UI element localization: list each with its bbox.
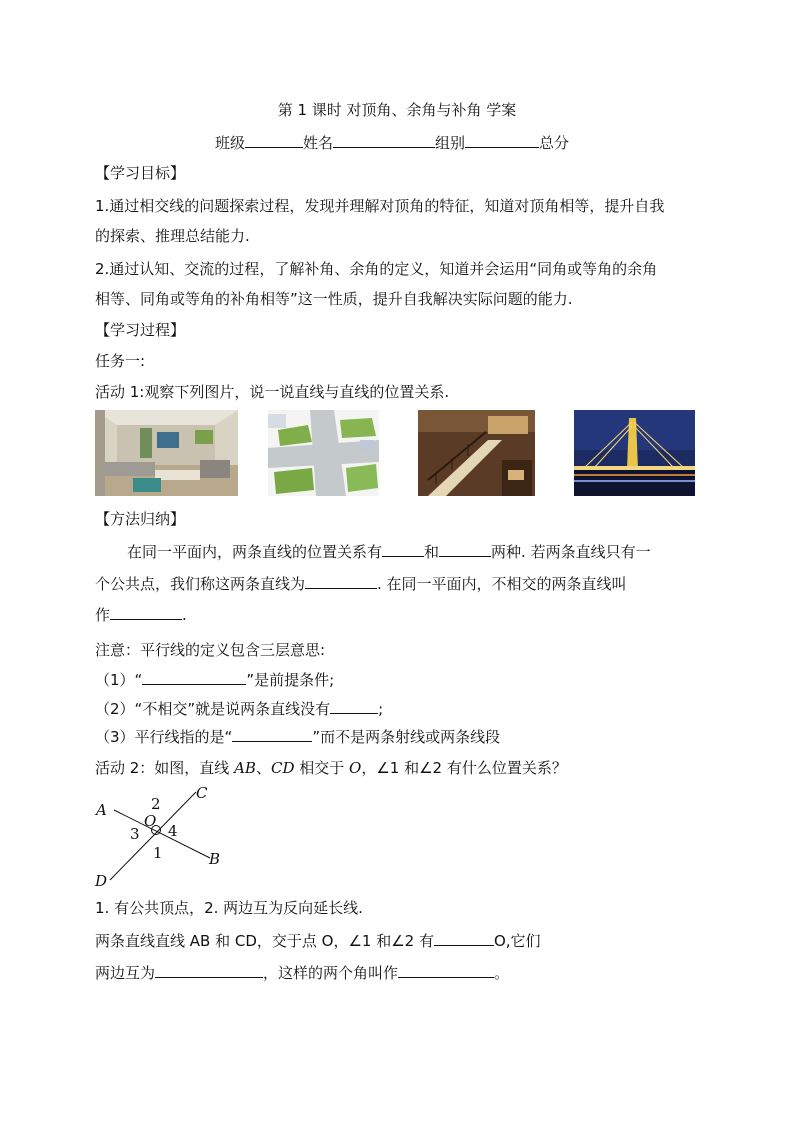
info-line: [215, 132, 569, 153]
process-heading: 【学习过程】: [95, 321, 186, 339]
answer-text: 两边互为: [95, 964, 156, 982]
answer-text: ，这样的两个角叫作: [263, 964, 399, 982]
line-ab-label: AB: [234, 759, 256, 777]
angle-4-label: 4: [168, 822, 178, 840]
group-blank[interactable]: [465, 132, 539, 148]
name-label: 姓名: [303, 134, 334, 152]
answer-line-2: [95, 930, 541, 951]
note-1: [95, 669, 334, 690]
activity-2-text: [95, 758, 567, 778]
activity2-text: 活动 2：如图，直线: [95, 759, 235, 777]
activity2-text: ，∠1 和∠2 有什么位置关系？: [361, 759, 567, 777]
blank-note-1[interactable]: [142, 669, 246, 685]
blank-parallel[interactable]: [110, 604, 182, 620]
angle-2-label: 2: [151, 795, 161, 813]
group-label: 组别: [435, 134, 466, 152]
goal-1-line-2: 的探索、推理总结能力.: [95, 227, 250, 245]
note-2: [95, 698, 383, 719]
point-o-label: O: [349, 759, 362, 777]
note-3: [95, 726, 500, 747]
page-title: 第 1 课时 对顶角、余角与补角 学案: [277, 101, 517, 119]
blank-note-3[interactable]: [232, 726, 312, 742]
method-text: . 在同一平面内，不相交的两条直线叫: [377, 575, 627, 593]
activity-1-text: 活动 1:观察下列图片，说一说直线与直线的位置关系.: [95, 383, 450, 401]
bridge-photo: [574, 410, 695, 496]
method-text: 和: [424, 543, 440, 561]
note-text: ”而不是两条射线或两条线段: [312, 728, 501, 746]
goal-2-line-1: 2.通过认知、交流的过程，了解补角、余角的定义，知道并会运用“同角或等角的余角: [95, 260, 658, 278]
blank-vertical-angles[interactable]: [398, 962, 494, 978]
label-o: O: [144, 812, 157, 830]
blank-relationship[interactable]: [434, 930, 494, 946]
note-text: （3）平行线指的是“: [95, 728, 233, 746]
activity2-text: 、: [255, 759, 271, 777]
task-1-label: 任务一:: [95, 352, 146, 370]
answer-line-3: [95, 962, 509, 983]
blank-intersecting[interactable]: [305, 573, 377, 589]
blank-relation-2[interactable]: [439, 541, 491, 557]
intersection-photo: [268, 410, 379, 496]
blank-reverse-extension[interactable]: [155, 962, 263, 978]
goals-heading: 【学习目标】: [95, 164, 186, 182]
line-cd-label: CD: [270, 759, 295, 777]
blank-relation-1[interactable]: [382, 541, 424, 557]
method-para-3: [95, 604, 187, 625]
goal-1-line-1: 1.通过相交线的问题探索过程，发现并理解对顶角的特征，知道对顶角相等，提升自我: [95, 197, 665, 215]
answer-line-1: 1. 有公共顶点，2. 两边互为反向延长线.: [95, 899, 363, 917]
method-text: .: [182, 606, 187, 624]
living-room-photo: [95, 410, 238, 496]
label-d: D: [95, 872, 108, 890]
activity2-text: 相交于: [294, 759, 350, 777]
staircase-photo: [418, 410, 535, 496]
angle-3-label: 3: [130, 825, 140, 843]
note-text: （1）“: [95, 671, 143, 689]
angle-1-label: 1: [153, 844, 163, 862]
name-blank[interactable]: [333, 132, 435, 148]
method-text: 两种. 若两条直线只有一: [491, 543, 651, 561]
note-heading: 注意：平行线的定义包含三层意思:: [95, 641, 326, 659]
label-b: B: [209, 850, 221, 868]
note-text: ;: [378, 700, 384, 718]
answer-text: 。: [494, 964, 510, 982]
method-text: 作: [95, 606, 111, 624]
answer-text: 两条直线直线 AB 和 CD，交于点 O，∠1 和∠2 有: [95, 932, 434, 950]
method-para-2: [95, 573, 627, 594]
class-blank[interactable]: [245, 132, 303, 148]
label-a: A: [96, 801, 107, 819]
method-text: 在同一平面内，两条直线的位置关系有: [127, 543, 383, 561]
note-text: ”是前提条件;: [246, 671, 335, 689]
answer-text: O,它们: [493, 932, 541, 950]
method-para-1: [127, 541, 651, 562]
label-c: C: [196, 784, 208, 802]
method-heading: 【方法归纳】: [95, 510, 186, 528]
method-text: 个公共点，我们称这两条直线为: [95, 575, 306, 593]
note-text: （2）“不相交”就是说两条直线没有: [95, 700, 331, 718]
class-label: 班级: [215, 134, 246, 152]
total-label: 总分: [539, 134, 570, 152]
goal-2-line-2: 相等、同角或等角的补角相等”这一性质，提升自我解决实际问题的能力.: [95, 290, 573, 308]
blank-note-2[interactable]: [330, 698, 378, 714]
intersecting-lines-diagram: [92, 782, 232, 892]
